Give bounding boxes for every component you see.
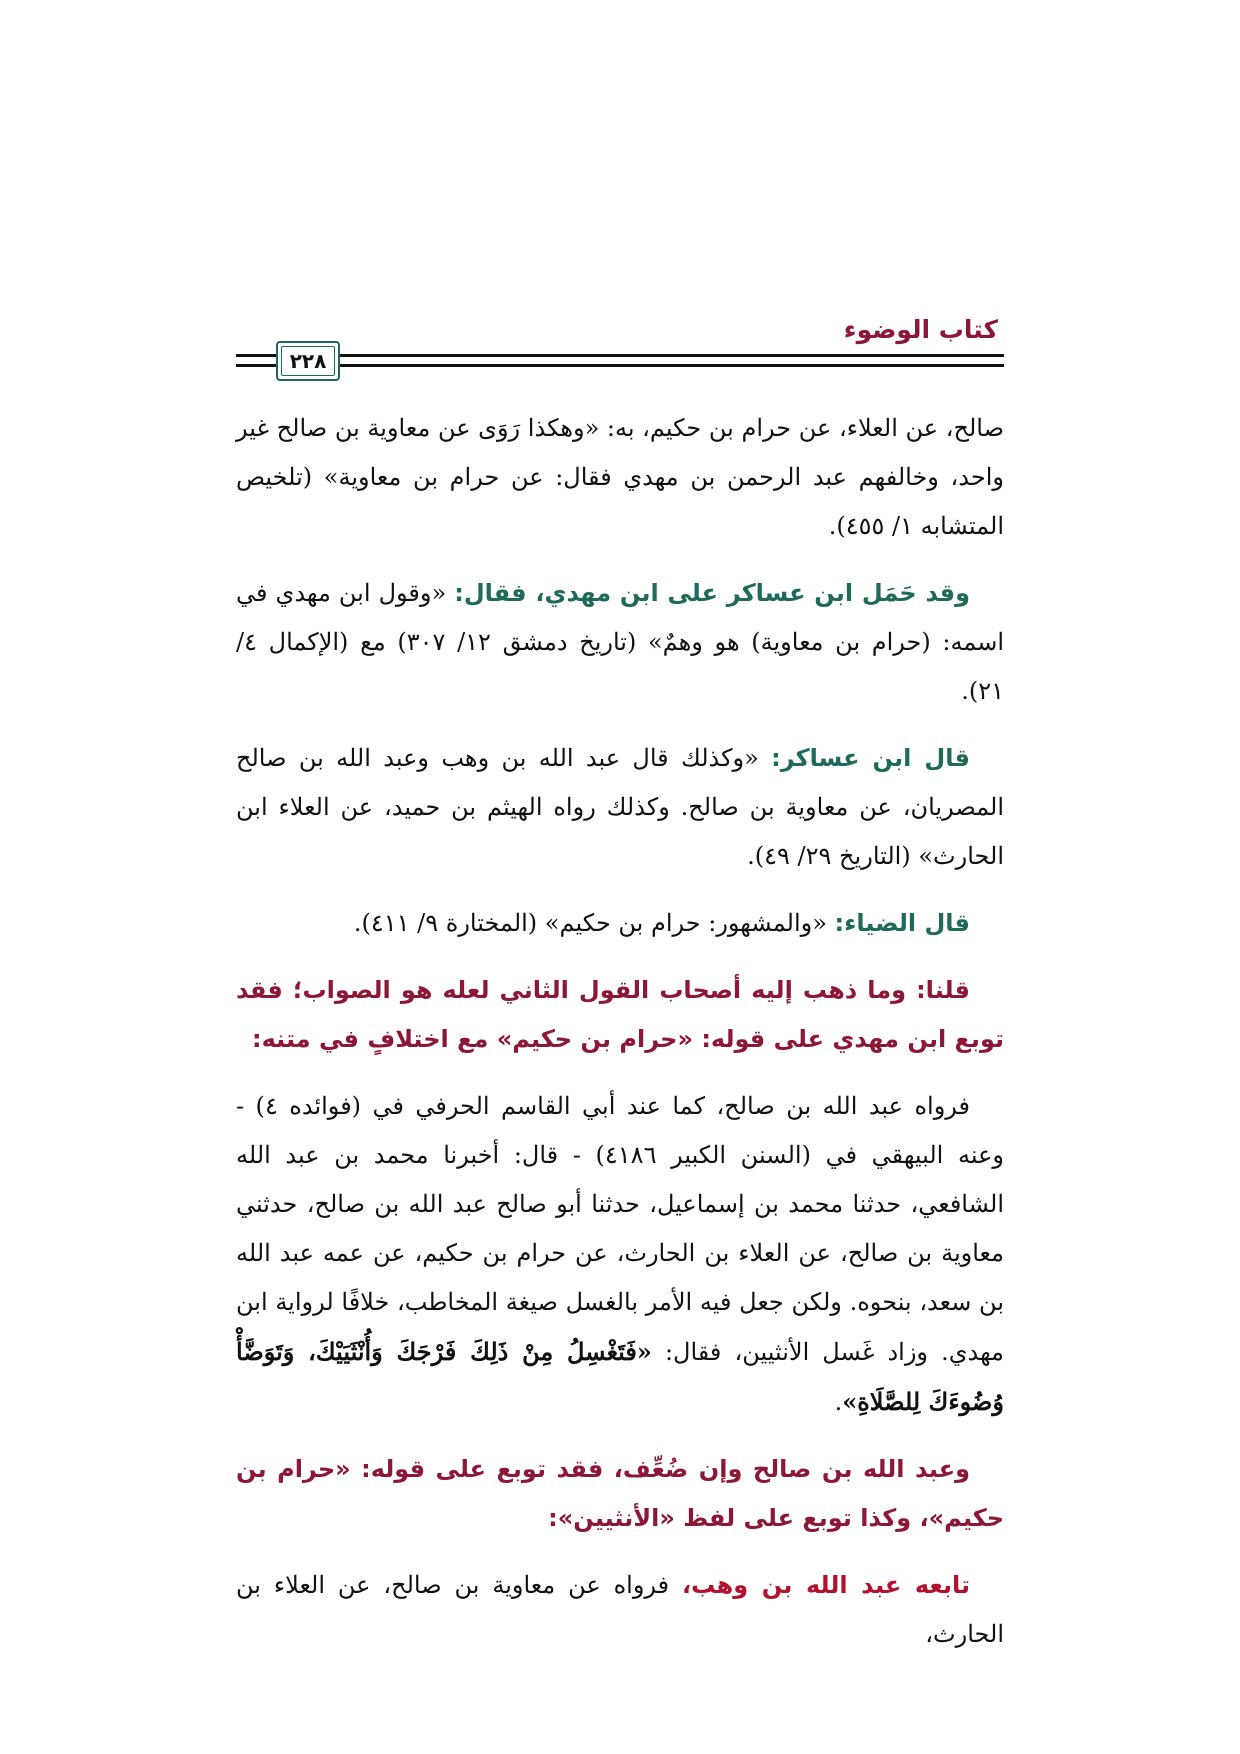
paragraph-3-text: «وكذلك قال عبد الله بن وهب وعبد الله بن صالح المصريان، عن معاوية بن صالح. وكذلك رواه الهيثم بن حميد، عن العلاء ابن الحارث» (التاريخ ٢٩/ ٤٩). [236,744,1004,870]
header-rule-top [236,354,1004,357]
section-heading-1: قلنا: وما ذهب إليه أصحاب القول الثاني لعله هو الصواب؛ فقد توبع ابن مهدي على قوله: «حرام بن حكيم» مع اختلافٍ في متنه: [236,976,1004,1053]
paragraph-5-hadith-quote: «فَتَغْسِلُ مِنْ ذَلِكَ فَرْجَكَ وَأُنْثَيَيْكَ، وَتَوَضَّأْ وُضُوءَكَ لِلصَّلَاةِ» [236,1337,1004,1416]
page-body [236,404,1004,1677]
page-number-badge [276,341,340,381]
paragraph-6 [236,1561,1004,1659]
paragraph-1: صالح، عن العلاء، عن حرام بن حكيم، به: «وهكذا رَوَى عن معاوية بن صالح غير واحد، وخالفهم عبد الرحمن بن مهدي فقال: عن حرام بن معاوية» (تلخيص المتشابه ١/ ٤٥٥). [236,414,1004,540]
paragraph-2-lead: وقد حَمَل ابن عساكر على ابن مهدي، فقال: [454,579,970,607]
page-header [236,315,1004,387]
page-number: ٢٢٨ [289,349,327,373]
paragraph-4-text: «والمشهور: حرام بن حكيم» (المختارة ٩/ ٤١١). [353,909,835,937]
paragraph-5-text: فرواه عبد الله بن صالح، كما عند أبي القاسم الحرفي في (فوائده ٤) - وعنه البيهقي في (السنن الكبير ٤١٨٦) - قال: أخبرنا محمد بن عبد الله الشافعي، حدثنا محمد بن إسماعيل، حدثنا أبو صالح عبد الله بن صالح، حدثني معاوية بن صالح، عن العلاء بن الحارث، عن حرام بن حكيم، عن عمه عبد الله بن سعد، بنحوه. ولكن جعل فيه الأمر بالغسل صيغة المخاطب، خلافًا لرواية ابن مهدي. وزاد غَسل الأنثيين، فقال: [236,1092,1004,1366]
paragraph-5-end: . [834,1388,843,1416]
paragraph-2-text: «وقول ابن مهدي في اسمه: (حرام بن معاوية) هو وهمٌ» (تاريخ دمشق ١٢/ ٣٠٧) مع (الإكمال ٤/ ٢١). [236,579,1005,705]
paragraph-6-text: فرواه عن معاوية بن صالح، عن العلاء بن الحارث، [236,1571,1004,1648]
paragraph-6-lead: تابعه عبد الله بن وهب، [682,1571,970,1599]
book-title: كتاب الوضوء [843,315,998,344]
section-heading-2: وعبد الله بن صالح وإن ضُعِّف، فقد توبع على قوله: «حرام بن حكيم»، وكذا توبع على لفظ «الأنثيين»: [236,1455,1004,1532]
paragraph-3-lead: قال ابن عساكر: [771,744,970,772]
paragraph-4-lead: قال الضياء: [834,909,970,937]
header-rule-bottom [236,364,1004,367]
paragraph-4 [236,899,1004,948]
paragraph-5 [236,1082,1004,1427]
paragraph-3 [236,734,1004,881]
paragraph-2 [236,569,1004,716]
